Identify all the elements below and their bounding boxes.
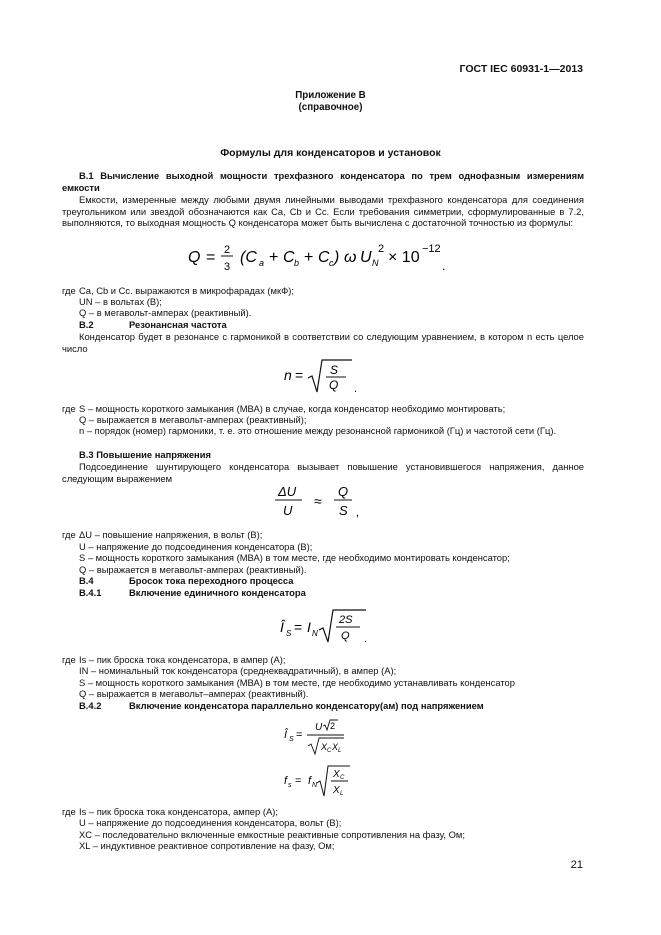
- svg-text:a: a: [259, 258, 265, 268]
- svg-text:Î: Î: [284, 729, 288, 741]
- svg-text:+: +: [269, 249, 279, 266]
- svg-text:Q: Q: [341, 630, 350, 642]
- b2-item-2: Q – выражается в мегавольт-амперах (реактивный);: [79, 414, 307, 425]
- b2-paragraph: Конденсатор будет в резонансе с гармоникой в соответствии со следующим уравнением, в котором n есть целое число: [62, 331, 584, 354]
- svg-text:Q: Q: [338, 484, 349, 499]
- b4-number: В.4: [79, 575, 94, 586]
- b42-where: где: [62, 806, 76, 817]
- svg-text:.: .: [442, 259, 446, 273]
- b2-number: В.2: [79, 319, 94, 330]
- svg-text:2: 2: [224, 244, 231, 256]
- b42-item-3: XC – последовательно включенные емкостные реактивные сопротивления на фазу, Ом;: [79, 829, 465, 840]
- standard-header: ГОСТ IEC 60931-1—2013: [459, 63, 583, 75]
- svg-text:ΔU: ΔU: [278, 484, 297, 499]
- svg-text:Q: Q: [188, 249, 201, 266]
- svg-text:=: =: [295, 367, 304, 383]
- b1-item-1: Ca, Cb и Cc. выражаются в микрофарадах (мкФ);: [79, 285, 294, 296]
- svg-text:=: =: [294, 619, 303, 635]
- svg-text:=: =: [295, 775, 302, 787]
- b1-item-3: Q – в мегавольт-амперах (реактивный).: [79, 307, 252, 318]
- svg-text:=: =: [296, 729, 303, 741]
- b42-item-4: XL – индуктивное реактивное сопротивление на фазу, Ом;: [79, 840, 335, 851]
- b1-heading: В.1 Вычисление выходной мощности трехфазного конденсатора по трем однофазным измерениям емкости: [62, 170, 584, 193]
- b2-item-3: n – порядок (номер) гармоники, т. е. это отношение между резонансной гармоникой (Гц) и частотой сети (Гц).: [79, 425, 557, 436]
- svg-text:L: L: [340, 791, 344, 797]
- page-number: 21: [570, 859, 583, 871]
- b3-paragraph: Подсоединение шунтирующего конденсатора вызывает повышение установившегося напряжения, данное следующим выражением: [62, 461, 584, 484]
- svg-text:+: +: [304, 249, 314, 266]
- svg-text:N: N: [312, 782, 318, 789]
- svg-text:L: L: [338, 748, 342, 754]
- formula-fs: [282, 762, 362, 802]
- b2-title: Резонансная частота: [129, 319, 227, 330]
- b42-item-2: U – напряжение до подсоединения конденсатора, вольт (В);: [79, 817, 342, 828]
- annex-title: Приложение В: [295, 90, 366, 101]
- b1-paragraph: Емкости, измеренные между любыми двумя линейными выводами трехфазного конденсатора для соединения треугольником или звездой обозначаются как Ca, Cb и Cc. Если требования симметрии, сформулированные в 7.2, выполняются, то выходная мощность Q конденсатора может быть вычислена с достаточной точностью из формулы:: [62, 194, 584, 228]
- b42-number: В.4.2: [79, 700, 102, 711]
- formula-delta-u: [270, 482, 370, 522]
- b3-item-2: U – напряжение до подсоединения конденсатора (В);: [79, 541, 313, 552]
- svg-text:3: 3: [224, 261, 231, 273]
- svg-text:U: U: [315, 722, 323, 733]
- svg-text:2: 2: [378, 243, 385, 255]
- b1-where: где: [62, 285, 76, 296]
- svg-text:(C: (C: [240, 249, 257, 266]
- svg-text:ω: ω: [344, 249, 357, 266]
- svg-text:): ): [334, 249, 340, 266]
- svg-text:U: U: [283, 503, 293, 518]
- svg-text:I: I: [307, 619, 311, 635]
- svg-text:.: .: [364, 633, 368, 645]
- svg-text:−12: −12: [422, 243, 441, 255]
- svg-text:× 10: × 10: [388, 249, 420, 266]
- svg-text:b: b: [294, 258, 300, 268]
- svg-text:X: X: [321, 742, 328, 752]
- b4-heading: [79, 575, 293, 587]
- b3-heading: В.3 Повышение напряжения: [79, 449, 211, 460]
- svg-text:S: S: [339, 503, 348, 518]
- b3-item-3: S – мощность короткого замыкания (МВА) в том месте, где необходимо монтировать конденсатор;: [79, 552, 510, 563]
- svg-text:X: X: [333, 769, 340, 780]
- b3-where: где: [62, 529, 76, 540]
- svg-text:f: f: [284, 775, 288, 787]
- svg-text:=: =: [206, 249, 216, 266]
- svg-text:X: X: [332, 742, 339, 752]
- svg-text:,: ,: [356, 507, 360, 519]
- svg-text:Q: Q: [329, 378, 339, 392]
- b41-item-3: S – мощность короткого замыкания (МВА) в том месте, где необходимо устанавливать конденсатор: [79, 677, 515, 688]
- svg-text:.: .: [354, 383, 358, 395]
- svg-text:U: U: [360, 249, 372, 266]
- svg-text:N: N: [312, 629, 318, 638]
- b41-title: Включение единичного конденсатора: [129, 587, 306, 598]
- svg-text:≈: ≈: [314, 493, 322, 509]
- b42-title: Включение конденсатора параллельно конденсатору(ам) под напряжением: [129, 700, 484, 711]
- formula-q: [180, 238, 460, 278]
- b2-where: где: [62, 403, 76, 414]
- formula-is-parallel-1: [282, 718, 362, 758]
- b41-number: В.4.1: [79, 587, 102, 598]
- b1-item-2: UN – в вольтах (В);: [79, 296, 162, 307]
- svg-text:n: n: [284, 367, 292, 383]
- svg-text:s: s: [288, 782, 292, 789]
- b3-item-4: Q – выражается в мегавольт-амперах (реактивный).: [79, 564, 307, 575]
- b2-heading: [79, 319, 227, 331]
- b41-heading: [79, 587, 306, 599]
- svg-text:S: S: [330, 363, 339, 377]
- section-title: Формулы для конденсаторов и установок: [220, 147, 441, 159]
- b42-item-1: Is – пик броска тока конденсатора, ампер (А);: [79, 806, 278, 817]
- b41-item-4: Q – выражается в мегавольт–амперах (реактивный).: [79, 688, 309, 699]
- formula-is-single: [276, 606, 376, 646]
- b41-item-2: IN – номинальный ток конденсатора (среднеквадратичный), в ампер (А);: [79, 665, 397, 676]
- svg-text:C: C: [340, 775, 345, 781]
- svg-text:N: N: [372, 258, 379, 268]
- svg-text:C: C: [327, 748, 332, 754]
- svg-text:Î: Î: [280, 619, 284, 635]
- formula-n: [280, 354, 370, 398]
- b2-item-1: S – мощность короткого замыкания (МВА) в случае, когда конденсатор необходимо монтировать;: [79, 403, 506, 414]
- b4-title: Бросок тока переходного процесса: [129, 575, 294, 586]
- b41-where: где: [62, 654, 76, 665]
- b3-item-1: ΔU – повышение напряжения, в вольт (В);: [79, 529, 263, 540]
- svg-text:C: C: [283, 249, 295, 266]
- svg-text:c: c: [329, 258, 334, 268]
- b42-heading: [79, 700, 484, 712]
- svg-text:2S: 2S: [339, 614, 353, 626]
- annex-subtitle: (справочное): [298, 102, 363, 113]
- svg-text:S: S: [289, 736, 294, 743]
- svg-text:C: C: [318, 249, 330, 266]
- b41-item-1: Is – пик броска тока конденсатора, в ампер (А);: [79, 654, 286, 665]
- svg-text:f: f: [308, 775, 312, 787]
- svg-text:S: S: [286, 629, 292, 638]
- svg-text:X: X: [333, 785, 340, 796]
- svg-text:2: 2: [330, 721, 336, 731]
